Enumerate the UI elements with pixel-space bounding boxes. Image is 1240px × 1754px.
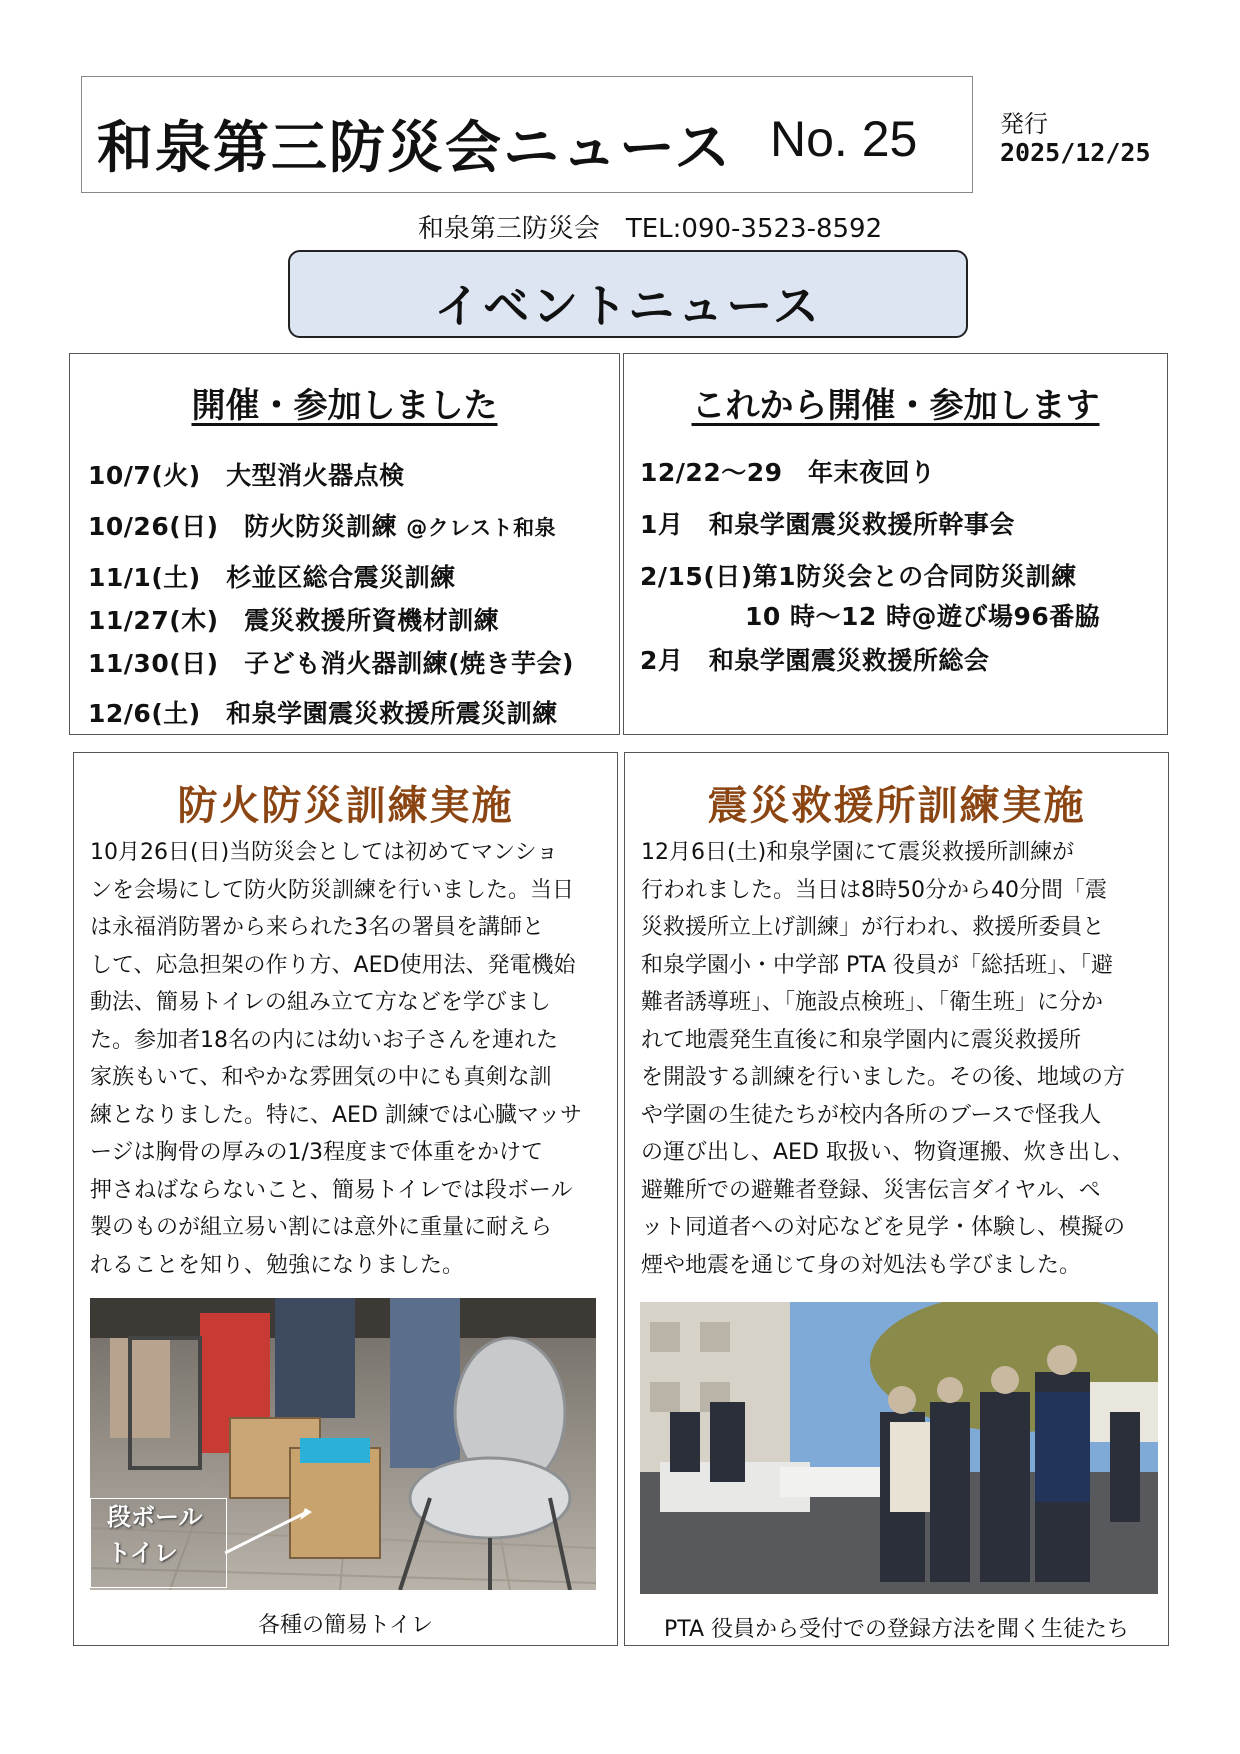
article-heading: 震災救援所訓練実施 [707,783,1086,829]
future-event-item: 2月 和泉学園震災救援所総会 [640,646,990,675]
event-news-title: イベントニュース [434,279,822,333]
issue-label: 発行 [1000,110,1048,138]
past-event-item: 11/30(日) 子ども消火器訓練(焼き芋会) [88,649,574,678]
future-event-item: 2/15(日)第1防災会との合同防災訓練 [640,562,1077,591]
future-events-heading: これから開催・参加します [691,386,1100,426]
newsletter-title: 和泉第三防災会ニュース [97,116,733,181]
issue-number: No. 25 [770,111,918,167]
article-heading: 防火防災訓練実施 [177,783,514,829]
organization-contact: 和泉第三防災会 TEL:090-3523-8592 [417,214,883,244]
photo-portable-toilets [90,1298,596,1590]
article-body: 10月26日(日)当防災会としては初めてマンショ ンを会場にして防火防災訓練を行いました。当日 は永福消防署から来られた3名の署員を講師と して、応急担架の作り方、AED使用法、発電機始 動法、簡易トイレの組み立て方などを学びまし た。参加者18名の内には幼いお子さんを連れた 家族もいて、和やかな雰囲気の中にも真剣な訓 練となりました。特に、AED 訓練では心臓マッサ ージは胸骨の厚みの1/3程度まで体重をかけて 押さねばならないこと、簡易トイレでは段ボール 製のものが組立易い割には意外に重量に耐えら れることを知り、勉強になりました。 [90,840,583,1278]
past-event-item: 12/6(土) 和泉学園震災救援所震災訓練 [88,699,558,728]
past-events-heading: 開催・参加しました [191,386,498,426]
photo-caption: 各種の簡易トイレ [258,1613,433,1638]
past-event-item: 10/7(火) 大型消火器点検 [88,461,405,490]
future-event-item: 12/22～29 年末夜回り [640,458,936,487]
article-body: 12月6日(土)和泉学園にて震災救援所訓練が 行われました。当日は8時50分から40分間「震 災救援所立上げ訓練」が行われ、救援所委員と 和泉学園小・中学部 PTA 役員が「総括班」、「避 難者誘導班」、「施設点検班」、「衛生班」に分か れて地震発生直後に和泉学園内に震災救援所 を開設する訓練を行いました。その後、地域の方 や学園の生徒たちが校内各所のブースで怪我人 の運び出し、AED 取扱い、物資運搬、炊き出し、 避難所での避難者登録、災害伝言ダイヤル、ペ ット同道者への対応などを見学・体験し、模擬の 煙や地震を通じて身の対処法も学びました。 [641,840,1134,1278]
photo-students-registration [640,1302,1158,1594]
issue-date: 2025/12/25 [1000,138,1151,167]
photo-label-cardboard-toilet: 段ボール トイレ [90,1498,227,1588]
photo-caption: PTA 役員から受付での登録方法を聞く生徒たち [663,1617,1130,1642]
past-event-item: 11/1(土) 杉並区総合震災訓練 [88,563,456,592]
past-event-item: 11/27(木) 震災救援所資機材訓練 [88,606,500,635]
future-event-item: 10 時～12 時@遊び場96番脇 [745,602,1101,631]
future-event-item: 1月 和泉学園震災救援所幹事会 [640,510,1015,539]
past-event-item: 10/26(日) 防火防災訓練 @クレスト和泉 [88,512,557,541]
